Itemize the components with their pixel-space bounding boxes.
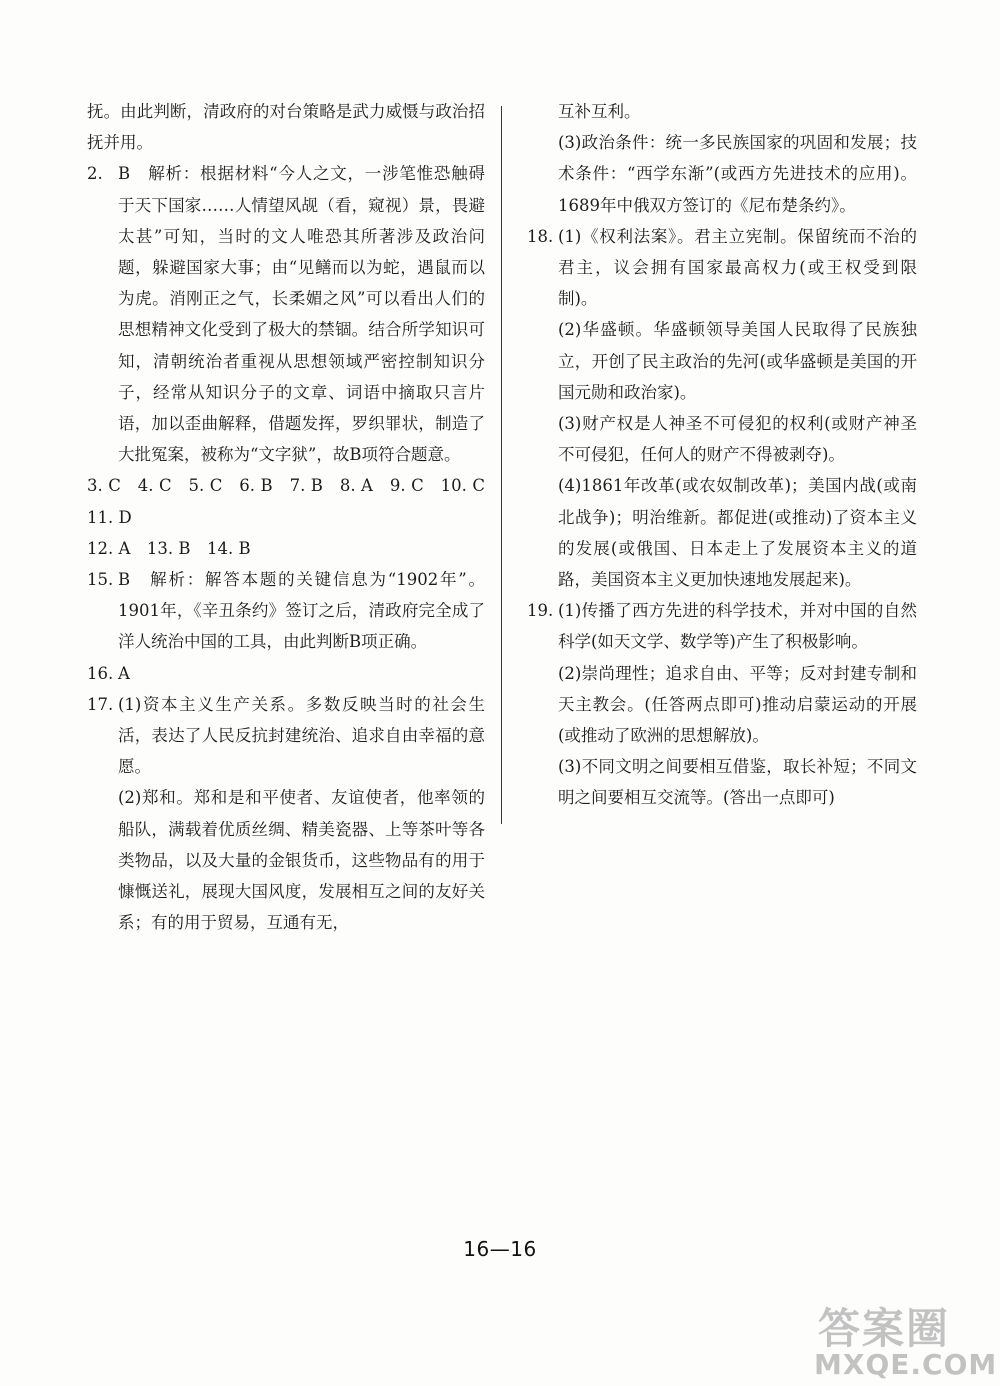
answer-19-part-3: (3)不同文明之间要相互借鉴，取长补短；不同文明之间要相互交流等。(答出一点即可) [558,757,917,808]
item-text: B 解析：解答本题的关键信息为“1902年”。1901年，《辛丑条约》签订之后，清政府完全成了洋人统治中国的工具，由此判断B项正确。 [118,570,485,652]
answer-18-part-4: (4)1861年改革(或农奴制改革)；美国内战(或南北战争)；明治维新。都促进(或推动)了资本主义的发展(或俄国、日本走上了发展资本主义的道路，美国资本主义更加快速地发展起来)。 [558,476,917,590]
answer-item-18 [527,221,917,315]
answer-18-part-3: (3)财产权是人神圣不可侵犯的权利(或财产神圣不可侵犯，任何人的财产不得被剥夺)。 [558,414,917,465]
answer-19-part-2: (2)崇尚理性；追求自由、平等；反对封建专制和天主教会。(任答两点即可)推动启蒙运动的开展(或推动了欧洲的思想解放)。 [558,663,917,746]
page-number: 16—16 [463,1237,537,1261]
item-text: (1)传播了西方先进的科学技术，并对中国的自然科学(如天文学、数学等)产生了积极影响。 [558,601,917,652]
column-divider [501,106,502,824]
answer-18-part-2: (2)华盛顿。华盛顿领导美国人民取得了民族独立，开创了民主政治的先河(或华盛顿是美国的开国元勋和政治家)。 [558,320,917,402]
left-column [87,96,502,938]
item-number: 16. [87,663,114,683]
answer-row-3-11: 3. C 4. C 5. C 6. B 7. B 8. A 9. C 10. C 11. D [87,476,502,527]
right-column [527,96,917,814]
item-text: A [118,663,130,683]
answer-17-part-2: (2)郑和。郑和是和平使者、友谊使者，他率领的船队，满载着优质丝绸、精美瓷器、上等茶叶等各类物品，以及大量的金银货币，这些物品有的用于慷慨送礼，展现大国风度，发展相互之间的友好关系；有的用于贸易，互通有无， [118,788,485,933]
item-number: 17. [87,694,114,714]
answer-item-19 [527,595,917,657]
item-text: (1)《权利法案》。君主立宪制。保留统而不治的君主，议会拥有国家最高权力(或王权受到限制)。 [558,226,917,309]
answer-item-15 [87,564,485,658]
answer-row-12-14: 12. A 13. B 14. B [87,538,251,558]
answer-17-part-3: (3)政治条件：统一多民族国家的巩固和发展；技术条件：“西学东渐”(或西方先进技术的应用)。1689年中俄双方签订的《尼布楚条约》。 [558,133,917,215]
item-number: 15. [87,570,114,590]
item-number: 2. [87,164,103,184]
answer-item-17 [87,689,485,783]
continuation-text: 抚。由此判断，清政府的对台策略是武力威慑与政治招抚并用。 [87,102,485,153]
watermark-site: MXQE.COM [814,1348,998,1381]
continuation-text: 互补互利。 [558,102,641,121]
answer-item-2 [87,158,485,470]
watermark [808,1296,996,1380]
item-text: (1)资本主义生产关系。多数反映当时的社会生活，表达了人民反抗封建统治、追求自由幸福的意愿。 [118,694,485,777]
item-text: B 解析：根据材料“今人之文，一涉笔惟恐触碍于天下国家……人情望风觇（看，窥视）景，畏避太甚”可知，当时的文人唯恐其所著涉及政治问题，躲避国家大事；由“见鳝而以为蛇，遇鼠而以为虎。消刚正之气，长柔媚之风”可以看出人们的思想精神文化受到了极大的禁锢。结合所学知识可知，清朝统治者重视从思想领域严密控制知识分子，经常从知识分子的文章、词语中摘取只言片语，加以歪曲解释，借题发挥，罗织罪状，制造了大批冤案，被称为“文字狱”，故B项符合题意。 [118,164,485,465]
item-number: 19. [527,601,554,621]
answer-item-16 [87,658,485,689]
item-number: 18. [527,226,554,246]
watermark-logo: 答案圈 [818,1304,951,1353]
